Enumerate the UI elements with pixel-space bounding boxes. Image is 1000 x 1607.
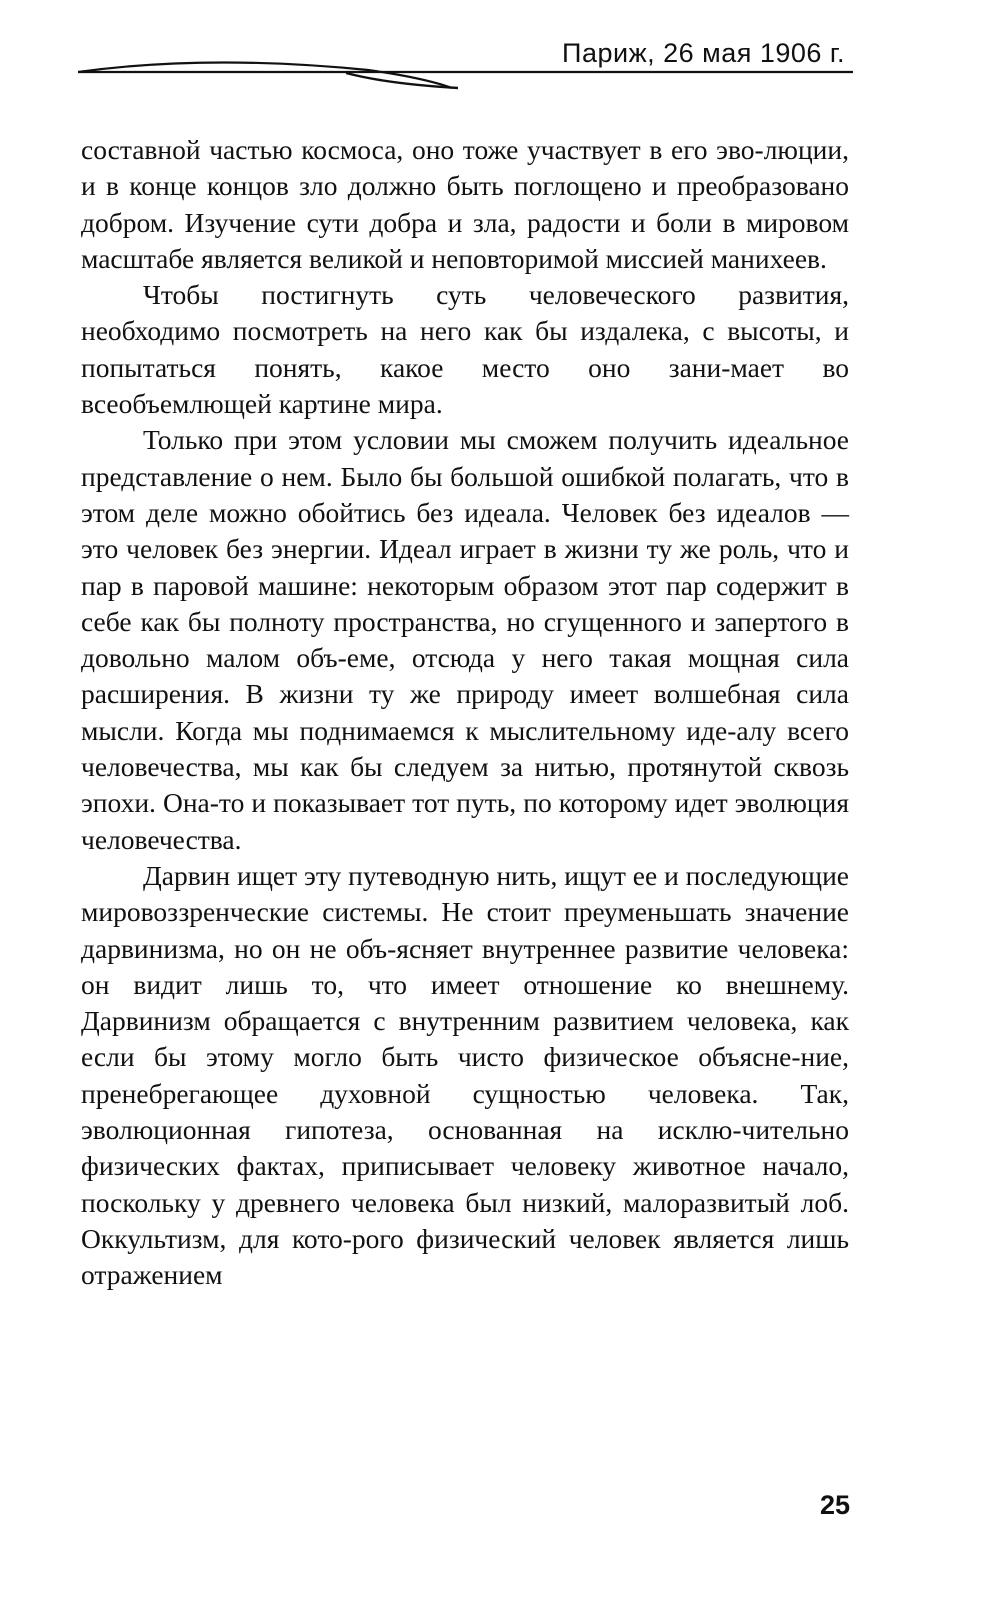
running-head-title: Париж, 26 мая 1906 г. [562,38,845,68]
paragraph-1: составной частью космоса, оно тоже участвует в его эво-люции, и в конце концов зло должно быть поглощено и преобразовано добром. Изучение сути добра и зла, радости и боли в мировом масштабе является великой и неповторимой миссией манихеев. [81,134,849,274]
paragraph-3: Только при этом условии мы сможем получить идеальное представление о нем. Было бы большой ошибкой полагать, что в этом деле можно обойтись без идеала. Человек без идеалов — это человек без энергии. Идеал играет в жизни ту же роль, что и пар в паровой машине: некоторым образом этот пар содержит в себе как бы полноту пространства, но сгущенного и запертого в довольно малом объ-еме, отсюда у него такая мощная сила расширения. В жизни ту же природу имеет волшебная сила мысли. Когда мы поднимаемся к мыслительному иде-алу всего человечества, мы как бы следуем за нитью, протянутой сквозь эпохи. Она-то и показывает тот путь, по которому идет эволюция человечества. [81,424,849,855]
page-number: 25 [819,1490,850,1520]
paragraph-4: Дарвин ищет эту путеводную нить, ищут ее и последующие мировоззренческие системы. Не стоит преуменьшать значение дарвинизма, но он не объ-ясняет внутреннее развитие человека: он видит лишь то, что имеет отношение ко внешнему. Дарвинизм обращается с внутренним развитием человека, как если бы этому могло быть чисто физическое объясне-ние, пренебрегающее духовной сущностью человека. Так, эволюционная гипотеза, основанная на исклю-чительно физических фактах, приписывает человеку животное начало, поскольку у древнего человека был низкий, малоразвитый лоб. Оккультизм, для кото-рого физический человек является лишь отражением [81,859,849,1291]
paragraph-2: Чтобы постигнуть суть человеческого развития, необходимо посмотреть на него как бы издалека, с высоты, и попытаться понять, какое место оно зани-мает во всеобъемлющей картине мира. [81,279,849,420]
header-rule-swash-top [78,62,451,87]
main-text [81,132,849,1294]
header-ornamental-rule [78,60,853,96]
